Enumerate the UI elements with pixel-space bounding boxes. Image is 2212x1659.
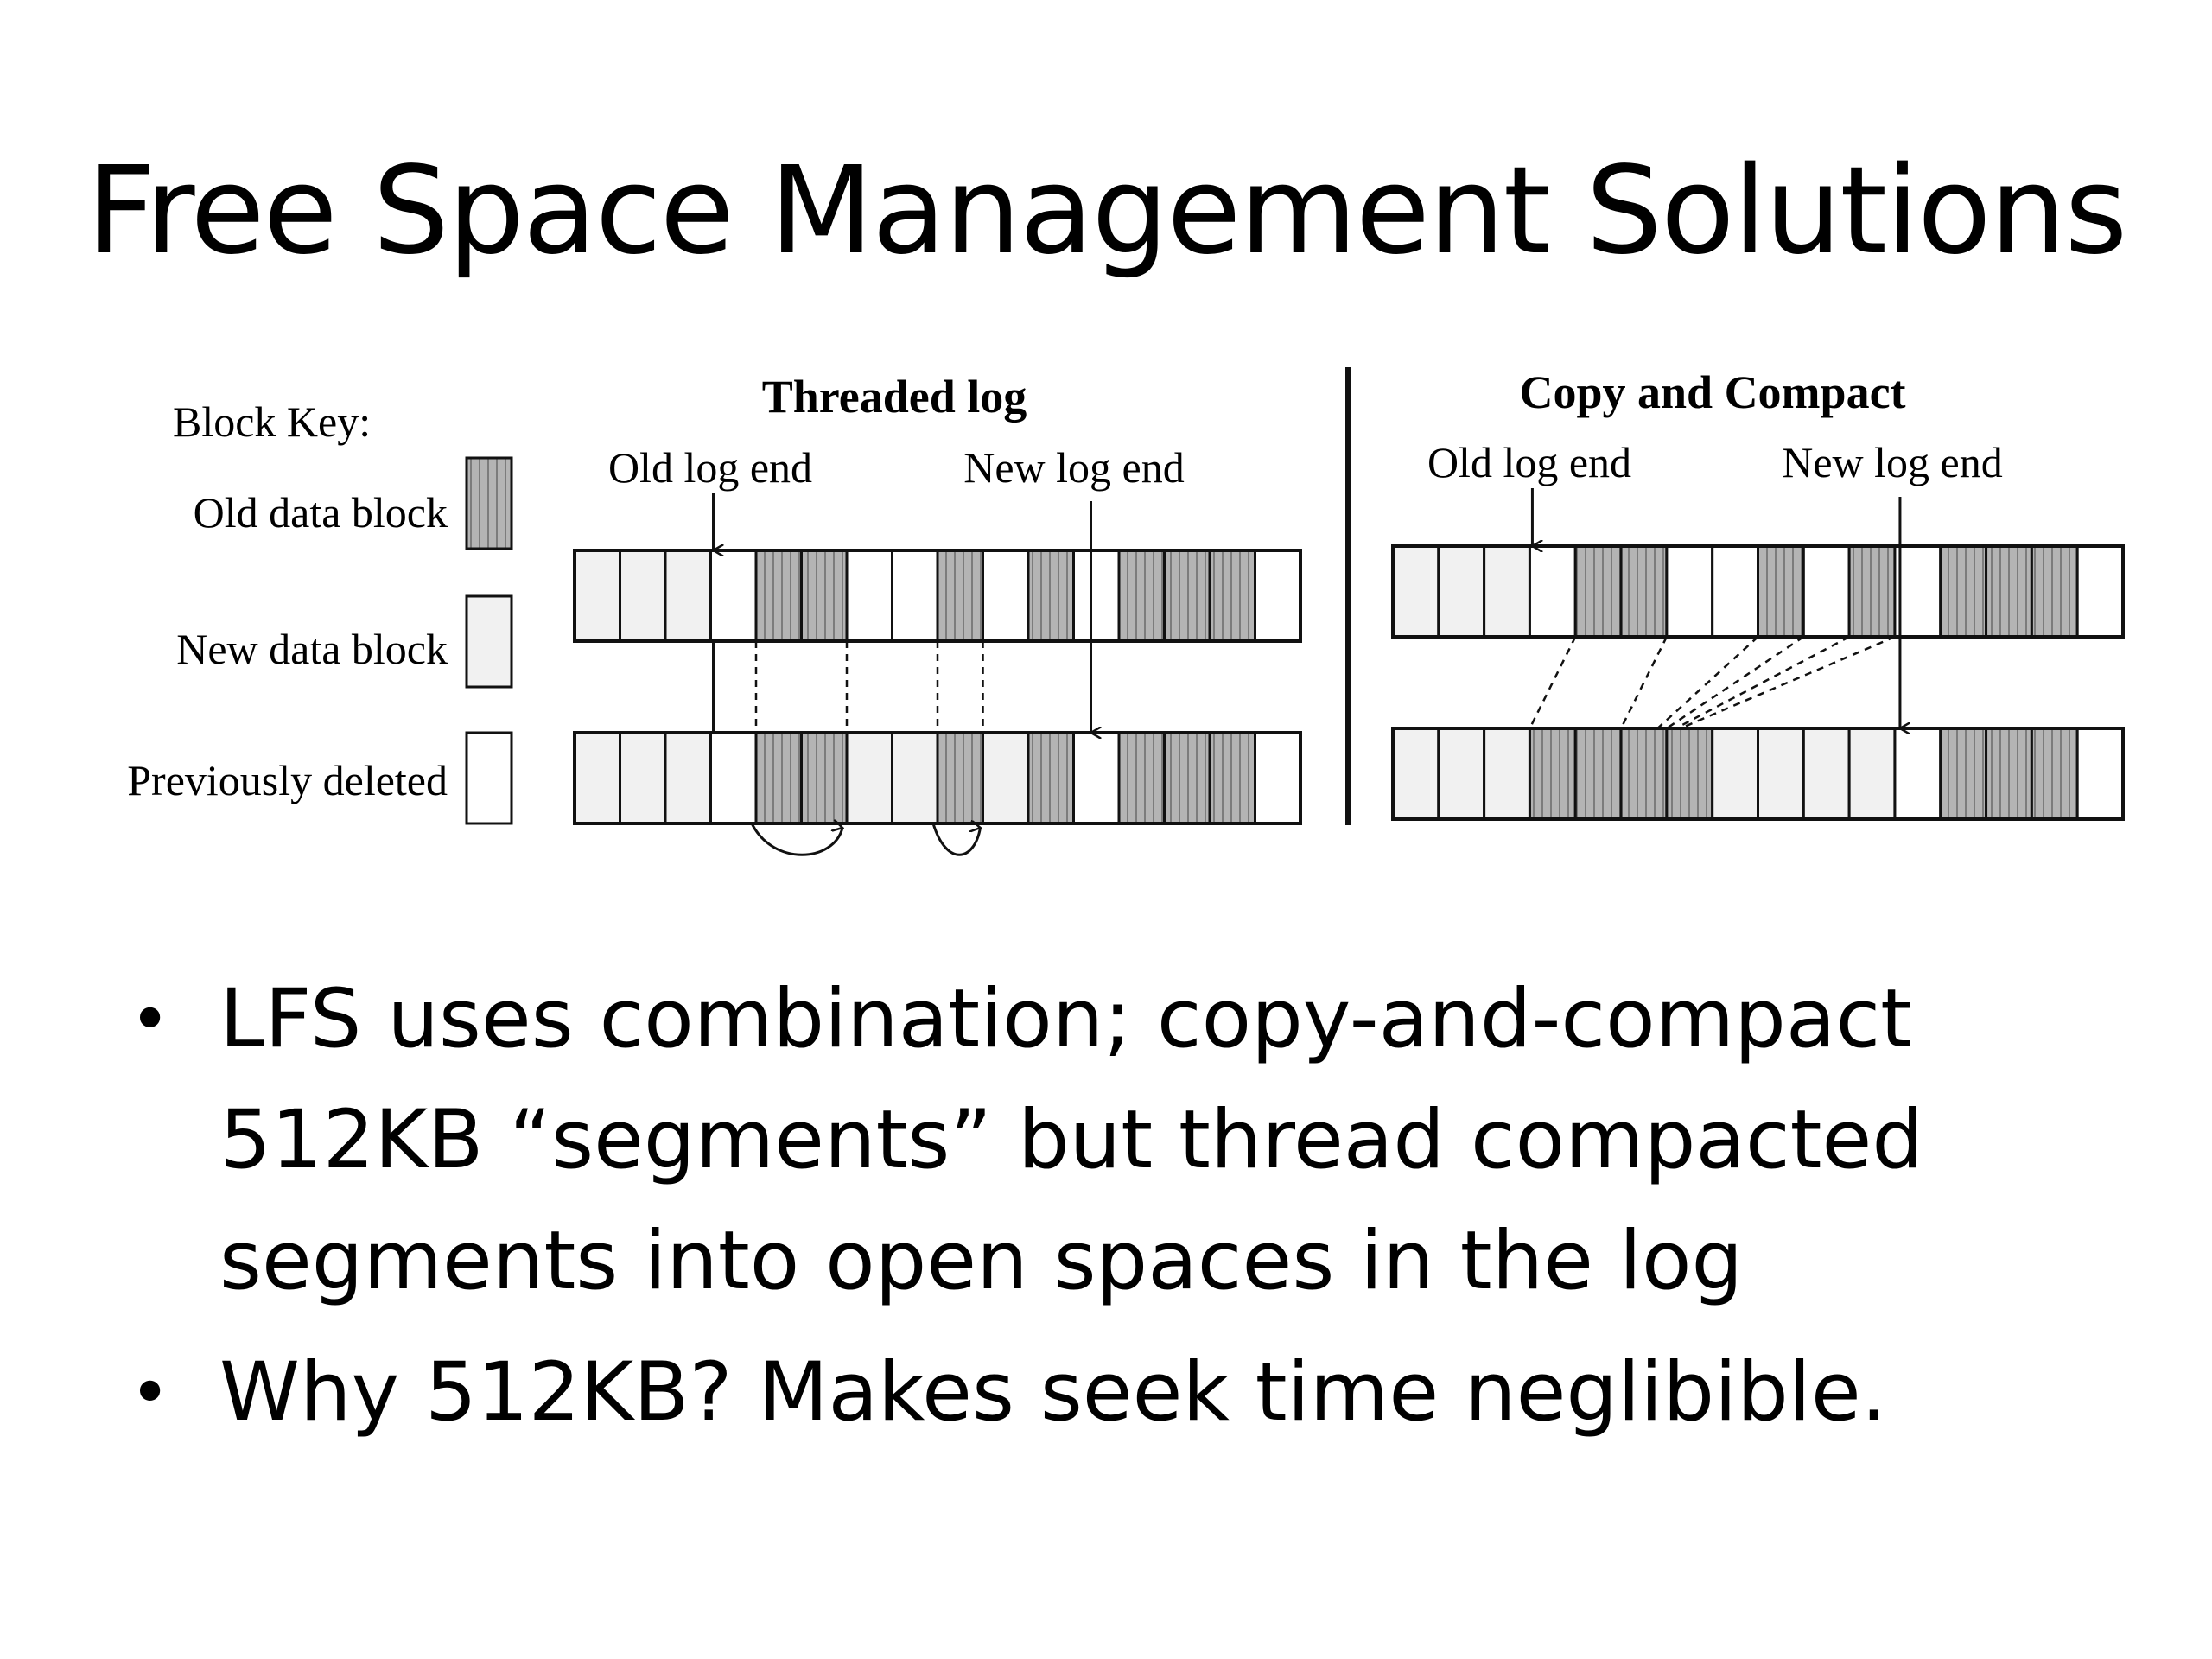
block-old	[1529, 728, 1575, 819]
copy-guide-line	[1621, 637, 1667, 728]
threaded-new-end-label: New log end	[963, 443, 1185, 492]
threaded-top-row	[575, 550, 1300, 641]
block-new	[1758, 728, 1804, 819]
block-deleted	[711, 550, 757, 641]
copy-top-row	[1393, 546, 2123, 637]
block-new	[1713, 728, 1758, 819]
block-old	[802, 550, 848, 641]
block-deleted	[2077, 728, 2123, 819]
block-new	[1439, 546, 1484, 637]
block-deleted	[1529, 546, 1575, 637]
block-new	[620, 550, 666, 641]
block-new	[1393, 546, 1439, 637]
thread-curve-arrow	[752, 823, 842, 855]
copy-guide-line	[1529, 637, 1575, 728]
bullet-list	[130, 959, 2117, 1464]
block-old	[1849, 546, 1895, 637]
block-old	[1986, 546, 2032, 637]
block-deleted	[1255, 550, 1301, 641]
threaded-old-end-label: Old log end	[607, 443, 813, 492]
block-new	[1484, 546, 1530, 637]
bullet-item	[130, 959, 2117, 1322]
block-new	[665, 733, 711, 823]
copy-guide-line	[1667, 637, 1803, 728]
block-new	[620, 733, 666, 823]
block-old	[756, 550, 802, 641]
copy-compact-title: Copy and Compact	[1519, 366, 1906, 418]
block-new	[575, 550, 620, 641]
block-old	[1941, 728, 1986, 819]
key-label-new: New data block	[176, 625, 448, 673]
block-old	[1119, 733, 1165, 823]
bullet-dot: •	[130, 1352, 171, 1433]
threaded-log-title: Threaded log	[761, 371, 1027, 423]
block-old	[1941, 546, 1986, 637]
bullet-text: LFS uses combination; copy-and-compact 512KB “segments” but thread compacted segments into open spaces in the log	[219, 972, 1924, 1308]
block-deleted	[847, 550, 893, 641]
block-key-heading: Block Key:	[173, 397, 372, 446]
block-new	[983, 733, 1029, 823]
bullet-item	[130, 1332, 2117, 1453]
key-swatch-new	[467, 596, 512, 687]
block-old	[1758, 546, 1804, 637]
block-old	[1986, 728, 2032, 819]
block-new	[1393, 728, 1439, 819]
key-label-old: Old data block	[193, 488, 448, 537]
block-new	[1803, 728, 1849, 819]
slide-title: Free Space Management Solutions	[86, 141, 2126, 282]
block-old	[1210, 550, 1255, 641]
key-swatch-deleted	[467, 733, 512, 823]
block-old	[1165, 550, 1211, 641]
block-new	[1849, 728, 1895, 819]
thread-curve-arrow	[933, 823, 981, 855]
bullet-dot: •	[130, 979, 171, 1059]
threaded-log-panel	[575, 371, 1300, 855]
block-deleted	[1803, 546, 1849, 637]
key-swatch-old	[467, 458, 512, 549]
block-old	[756, 733, 802, 823]
block-old	[1028, 550, 1074, 641]
block-deleted	[1074, 550, 1120, 641]
block-old	[2031, 728, 2077, 819]
block-new	[893, 733, 938, 823]
block-new	[1484, 728, 1530, 819]
block-deleted	[1895, 728, 1941, 819]
block-old	[938, 550, 983, 641]
copy-guide-line	[1681, 637, 1895, 728]
block-old	[1667, 728, 1713, 819]
block-old	[1575, 728, 1621, 819]
block-new	[1439, 728, 1484, 819]
block-deleted	[1074, 733, 1120, 823]
copy-bottom-row	[1393, 728, 2123, 819]
block-old	[1575, 546, 1621, 637]
copy-new-end-label: New log end	[1782, 438, 2003, 486]
block-old	[1165, 733, 1211, 823]
block-old	[2031, 546, 2077, 637]
block-new	[847, 733, 893, 823]
key-label-deleted: Previously deleted	[127, 756, 448, 804]
copy-guide-line	[1675, 637, 1849, 728]
copy-guide-line	[1657, 637, 1758, 728]
block-old	[938, 733, 983, 823]
copy-compact-panel	[1393, 366, 2123, 819]
block-deleted	[983, 550, 1029, 641]
threaded-bottom-row	[575, 733, 1300, 823]
block-old	[1210, 733, 1255, 823]
block-deleted	[893, 550, 938, 641]
block-old	[1621, 728, 1667, 819]
block-old	[1621, 546, 1667, 637]
block-key	[127, 397, 512, 823]
block-old	[802, 733, 848, 823]
block-deleted	[1895, 546, 1941, 637]
block-deleted	[711, 733, 757, 823]
block-new	[665, 550, 711, 641]
block-deleted	[1667, 546, 1713, 637]
copy-old-end-label: Old log end	[1427, 438, 1632, 486]
block-deleted	[1713, 546, 1758, 637]
block-deleted	[2077, 546, 2123, 637]
bullet-text: Why 512KB? Makes seek time neglibible.	[219, 1345, 1887, 1440]
block-old	[1028, 733, 1074, 823]
block-old	[1119, 550, 1165, 641]
block-new	[575, 733, 620, 823]
block-deleted	[1255, 733, 1301, 823]
